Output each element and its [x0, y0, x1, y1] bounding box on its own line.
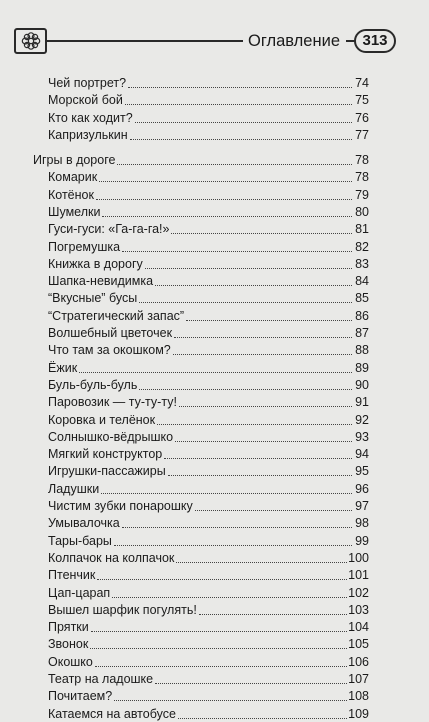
entry-page-number: 94 [355, 447, 369, 462]
dot-leader [171, 233, 352, 234]
entry-page-number: 81 [355, 222, 369, 237]
entry-title: Театр на ладошке [48, 672, 154, 686]
toc-entry[interactable] [48, 309, 369, 324]
dot-leader [112, 597, 347, 598]
entry-title: Мягкий конструктор [48, 447, 163, 462]
toc-entry[interactable] [48, 274, 369, 289]
toc-entry[interactable] [48, 568, 369, 583]
dot-leader [102, 216, 352, 217]
entry-title: Катаемся на автобусе [48, 706, 176, 721]
entry-title: Котёнок [48, 187, 94, 202]
entry-page-number: 87 [355, 326, 369, 340]
entry-page-number: 95 [355, 464, 369, 479]
entry-page-number: 85 [355, 291, 369, 306]
toc-entry[interactable] [48, 93, 369, 108]
dot-leader [114, 545, 352, 546]
entry-title: Прятки [48, 620, 89, 635]
toc-entry[interactable] [48, 395, 369, 410]
dot-leader [128, 87, 352, 88]
dot-leader [155, 285, 352, 286]
dot-leader [139, 389, 352, 390]
entry-page-number: 109 [348, 706, 369, 721]
entry-title: Шапка-невидимка [48, 274, 154, 289]
entry-page-number: 98 [355, 516, 369, 531]
entry-page-number: 89 [355, 360, 369, 375]
entry-title: Вышел шарфик погулять! [48, 602, 197, 617]
dot-leader [114, 700, 347, 701]
dot-leader [164, 458, 352, 459]
toc-entry[interactable] [48, 447, 369, 462]
dot-leader [179, 406, 352, 407]
entry-title: Игры в дороге [33, 153, 116, 167]
dot-leader [139, 302, 352, 303]
entry-page-number: 76 [355, 110, 369, 125]
dot-leader [186, 320, 352, 321]
toc-entry[interactable] [48, 551, 369, 566]
toc-entry[interactable] [48, 413, 369, 428]
toc-entry[interactable] [48, 222, 369, 237]
dot-leader [174, 337, 352, 338]
dot-leader [175, 441, 352, 442]
entry-page-number: 90 [355, 377, 369, 392]
toc-entry[interactable] [48, 672, 369, 687]
entry-title: “Стратегический запас” [48, 308, 185, 323]
toc-entry[interactable] [48, 655, 369, 670]
entry-title: Капризулькин [48, 127, 128, 142]
entry-page-number: 97 [355, 499, 369, 513]
entry-title: Шумелки [48, 204, 101, 219]
entry-page-number: 108 [348, 689, 369, 704]
entry-page-number: 78 [355, 153, 369, 167]
entry-title: Паровозик — ту-ту-ту! [48, 395, 177, 410]
toc-entry[interactable] [48, 128, 369, 143]
toc-entry[interactable] [48, 111, 369, 126]
toc-entry[interactable] [48, 361, 369, 376]
toc-entry[interactable] [48, 689, 369, 704]
dot-leader [173, 354, 352, 355]
dot-leader [95, 666, 347, 667]
entry-page-number: 104 [348, 620, 369, 635]
entry-page-number: 105 [348, 637, 369, 652]
dot-leader [199, 614, 347, 615]
toc-entry[interactable] [48, 326, 369, 341]
dot-leader [99, 181, 352, 182]
dot-leader [178, 718, 347, 719]
dot-leader [97, 579, 347, 580]
entry-title: Почитаем? [48, 689, 113, 704]
dot-leader [145, 268, 352, 269]
toc-entry[interactable] [48, 516, 369, 531]
toc-entry[interactable] [48, 76, 369, 91]
toc-entry[interactable] [48, 188, 369, 203]
dot-leader [101, 493, 352, 494]
toc-entry[interactable] [48, 603, 369, 618]
entry-page-number: 86 [355, 308, 369, 323]
entry-title: Окошко [48, 654, 93, 669]
entry-title: Умывалочка [48, 516, 120, 531]
entry-page-number: 103 [348, 602, 369, 617]
toc-entry[interactable] [48, 499, 369, 514]
entry-title: Комарик [48, 170, 98, 185]
entry-title: Книжка в дорогу [48, 256, 143, 271]
toc-entry[interactable] [48, 343, 369, 358]
entry-page-number: 83 [355, 256, 369, 271]
entry-title: Морской бой [48, 93, 123, 108]
entry-title: “Вкусные” бусы [48, 291, 138, 306]
entry-title: Чистим зубки понарошку [48, 499, 193, 513]
dot-leader [122, 527, 352, 528]
dot-leader [90, 648, 347, 649]
entry-page-number: 75 [355, 93, 369, 108]
toc-entry[interactable] [48, 170, 369, 185]
dot-leader [125, 104, 352, 105]
page-number-badge: 313 [354, 29, 396, 53]
dot-leader [176, 562, 347, 563]
toc-entry[interactable] [48, 378, 369, 393]
entry-title: Коровка и телёнок [48, 412, 156, 427]
toc-entry[interactable] [48, 707, 369, 722]
dot-leader [130, 139, 352, 140]
entry-title: Гуси-гуси: «Га-га-га!» [48, 222, 170, 237]
entry-page-number: 101 [348, 568, 369, 583]
entry-page-number: 78 [355, 170, 369, 185]
entry-title: Кто как ходит? [48, 110, 133, 125]
entry-page-number: 107 [348, 672, 369, 686]
toc-entry[interactable] [48, 464, 369, 479]
entry-title: Солнышко-вёдрышко [48, 429, 174, 444]
entry-page-number: 96 [355, 481, 369, 496]
section-title: Оглавление [243, 32, 346, 50]
entry-page-number: 100 [348, 550, 369, 565]
entry-page-number: 77 [355, 127, 369, 142]
toc-entry[interactable] [48, 291, 369, 306]
dot-leader [96, 199, 352, 200]
toc-entry[interactable] [48, 482, 369, 497]
dot-leader [195, 510, 352, 511]
toc-entry[interactable] [48, 534, 369, 549]
entry-page-number: 99 [355, 533, 369, 548]
entry-title: Колпачок на колпачок [48, 550, 175, 565]
entry-title: Ладушки [48, 481, 100, 496]
toc-entry[interactable] [48, 205, 369, 220]
toc-section-heading[interactable] [33, 153, 369, 168]
entry-title: Буль-буль-буль [48, 377, 138, 392]
toc-entry[interactable] [48, 240, 369, 255]
dot-leader [122, 251, 352, 252]
dot-leader [135, 122, 352, 123]
entry-title: Цап-царап [48, 585, 111, 600]
toc-entry[interactable] [48, 257, 369, 272]
toc-entry[interactable] [48, 430, 369, 445]
entry-page-number: 102 [348, 585, 369, 600]
dot-leader [117, 164, 352, 165]
toc-entry[interactable] [48, 637, 369, 652]
entry-page-number: 92 [355, 412, 369, 427]
dot-leader [91, 631, 347, 632]
toc-entry[interactable] [48, 586, 369, 601]
entry-title: Тары-бары [48, 533, 112, 548]
entry-title: Звонок [48, 637, 89, 652]
dot-leader [79, 372, 352, 373]
entry-page-number: 82 [355, 239, 369, 254]
entry-title: Что там за окошком? [48, 343, 171, 358]
entry-page-number: 74 [355, 76, 369, 90]
dot-leader [157, 424, 352, 425]
entry-title: Погремушка [48, 239, 121, 254]
dot-leader [155, 683, 347, 684]
entry-title: Птенчик [48, 568, 96, 583]
entry-page-number: 88 [355, 343, 369, 358]
entry-page-number: 79 [355, 187, 369, 202]
entry-title: Игрушки-пассажиры [48, 464, 166, 479]
entry-page-number: 106 [348, 654, 369, 669]
entry-title: Волшебный цветочек [48, 326, 173, 340]
entry-title: Чей портрет? [48, 76, 127, 90]
toc-entry[interactable] [48, 620, 369, 635]
entry-title: Ёжик [48, 360, 78, 375]
entry-page-number: 91 [355, 395, 369, 410]
entry-page-number: 93 [355, 429, 369, 444]
entry-page-number: 80 [355, 204, 369, 219]
entry-page-number: 84 [355, 274, 369, 289]
dot-leader [168, 475, 352, 476]
